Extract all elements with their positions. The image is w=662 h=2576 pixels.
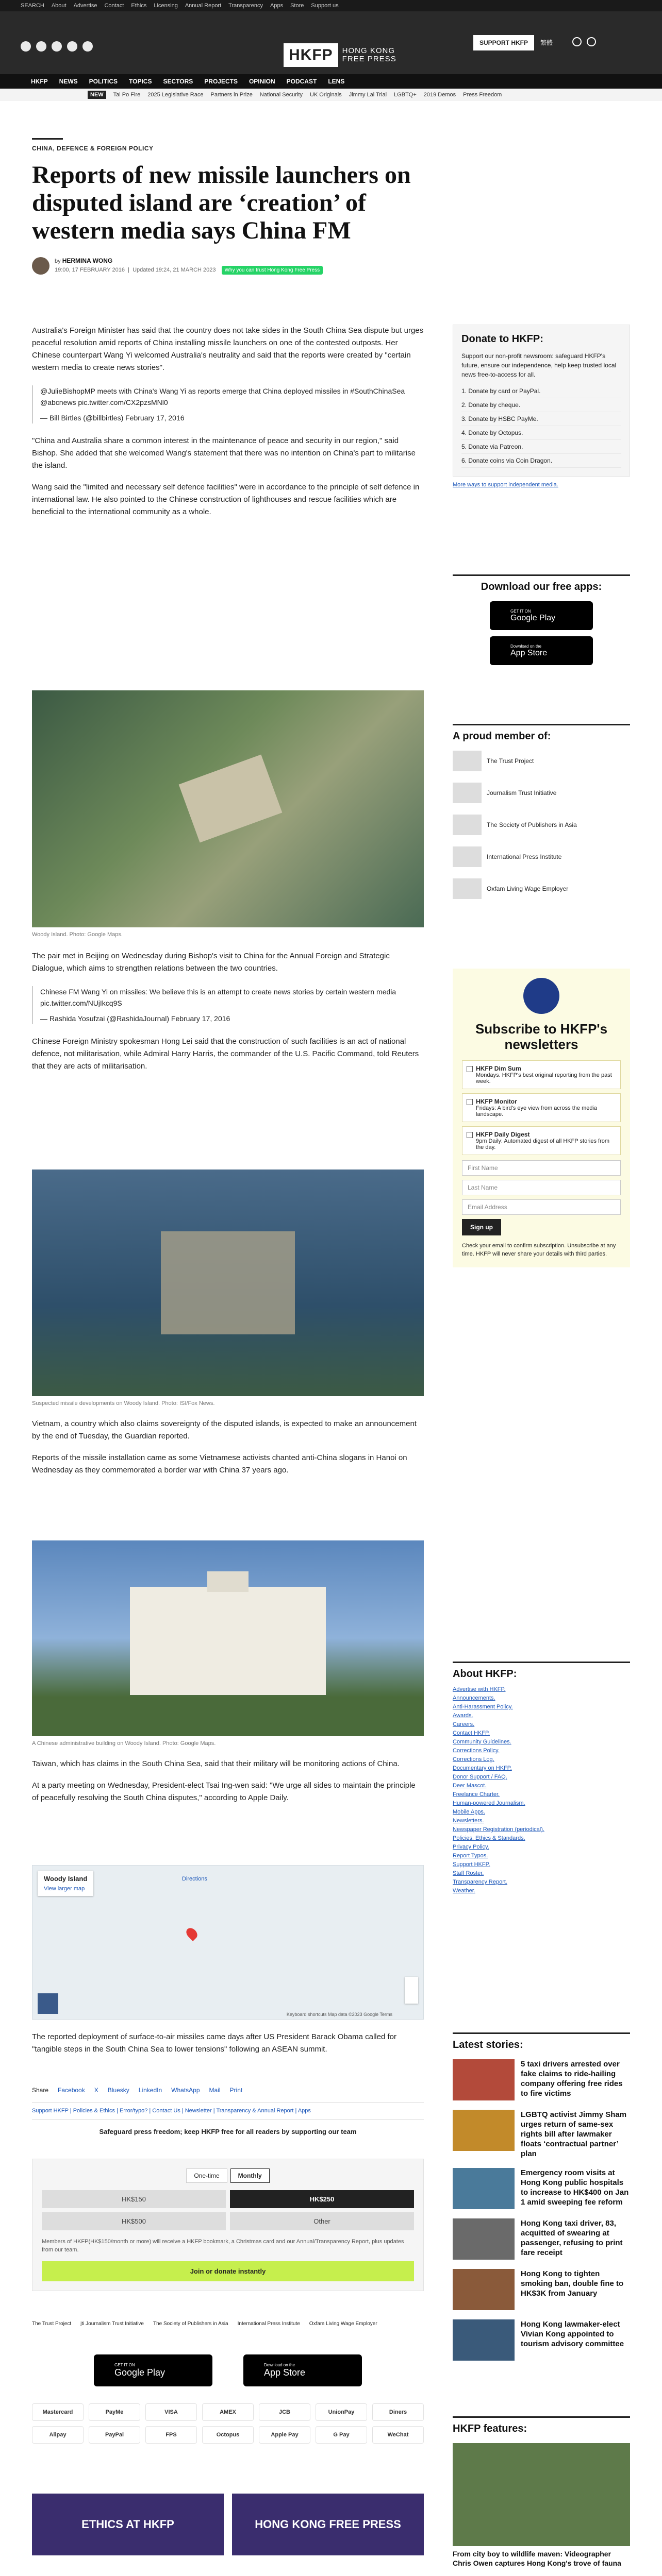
paragraph: Taiwan, which has claims in the South China Sea, said that their military will be monitoring actions of China. [32, 1759, 400, 1768]
member-label: The Trust Project [487, 757, 534, 765]
social-icons [21, 41, 93, 52]
newsletter-option[interactable] [462, 1093, 621, 1122]
tweet-text: @JulieBishopMP meets with China's Wang Yi as reports emerge that China deployed missiles in #SouthChinaSea @abcnews pic.twitter.com/CX2pzsMNl0 [40, 387, 405, 406]
newsletter-option-title: HKFP Monitor [476, 1098, 517, 1105]
email-field[interactable]: Email Address [462, 1199, 621, 1215]
latest-story[interactable] [453, 2110, 630, 2159]
story-thumbnail[interactable] [453, 2218, 515, 2260]
topbar-link-10[interactable]: Support us [311, 3, 339, 9]
paragraph: Vietnam, a country which also claims sovereignty of the disputed islands, is expected to make an announcement by the end of Tuesday, the Guardian reported. [32, 1419, 417, 1440]
main-nav [0, 74, 662, 89]
story-title[interactable]: 5 taxi drivers arrested over fake claims to ride-hailing company offering free rides to fire victims [521, 2060, 623, 2098]
language-switch[interactable]: 繁體 [540, 39, 553, 46]
apps-title: Download our free apps: [453, 574, 630, 593]
avatar[interactable] [32, 257, 49, 275]
newsletter-option[interactable] [462, 1126, 621, 1155]
topbar-link-3[interactable]: Contact [104, 3, 124, 9]
nav-item-0[interactable]: HKFP [31, 78, 48, 85]
updated-date: Updated 19:24, 21 MARCH 2023 [133, 267, 216, 273]
google-play-label: Google Play [510, 613, 556, 622]
feature-title[interactable]: From city boy to wildlife maven: Videographer Chris Owen captures Hong Kong's trove of fauna [453, 2550, 621, 2567]
site-logo[interactable] [284, 43, 396, 67]
share-7[interactable]: Print [229, 2087, 243, 2094]
site-header [0, 11, 662, 74]
member-logo [453, 815, 482, 835]
topbar-link-8[interactable]: Apps [270, 3, 284, 9]
story-thumbnail[interactable] [453, 2168, 515, 2209]
nav-item-8[interactable]: LENS [328, 78, 345, 85]
payment-logo: UnionPay [316, 2403, 367, 2421]
embedded-map[interactable] [32, 1865, 424, 2020]
story-thumbnail[interactable] [453, 2319, 515, 2361]
trust-badge[interactable]: Why you can trust Hong Kong Free Press [222, 266, 323, 275]
app-store-button[interactable] [490, 636, 593, 665]
divider [32, 2119, 424, 2120]
photo-caption: Suspected missile developments on Woody Island. Photo: ISI/Fox News. [32, 1400, 215, 1406]
newsletter-option-title: HKFP Dim Sum [476, 1065, 521, 1072]
about-link[interactable]: Awards. [453, 1713, 473, 1719]
x-icon[interactable] [36, 41, 46, 52]
badge-ipi[interactable]: International Press Institute [237, 2321, 300, 2327]
paragraph: Australia's Foreign Minister has said that the country does not take sides in the South China Sea dispute but urges peaceful resolution amid reports of China installing missile launchers on one of the contested outposts. Her Chinese counterpart Wang Yi welcomed Australia's neutrality and said that the reports were created by "certain western media to create news stories". [32, 326, 424, 372]
about-link[interactable]: Newsletters. [453, 1818, 484, 1824]
member-label: The Society of Publishers in Asia [487, 821, 577, 828]
latest-story[interactable] [453, 2059, 630, 2100]
trending-item-1[interactable]: 2025 Legislative Race [147, 92, 204, 98]
signup-button[interactable]: Sign up [462, 1219, 501, 1235]
newsletter-option-desc: 9pm Daily: Automated digest of all HKFP stories from the day. [476, 1138, 610, 1150]
badge-oxfam[interactable]: Oxfam Living Wage Employer [309, 2321, 377, 2327]
building-shape [130, 1587, 326, 1695]
nav-item-3[interactable]: TOPICS [129, 78, 152, 85]
support-hkfp-button[interactable]: SUPPORT HKFP [473, 35, 534, 50]
installation-shape [161, 1231, 295, 1334]
map-directions[interactable]: Directions [182, 1876, 207, 1882]
story-thumbnail[interactable] [453, 2059, 515, 2100]
zoom-control[interactable] [405, 1977, 418, 2004]
payment-logo: G Pay [316, 2426, 367, 2444]
missile-photo [32, 1170, 424, 1396]
google-play-small: GET IT ON [114, 2363, 135, 2367]
divider [32, 138, 63, 140]
paragraph: Reports of the missile installation came as some Vietnamese activists chanted anti-China slogans in Hanoi on Wednesday as they commemorated a border war with China 37 years ago. [32, 1453, 407, 1475]
app-store-small: Download on the [264, 2363, 295, 2367]
share-0: Share [32, 2087, 49, 2094]
publish-date: 19:00, 17 FEBRUARY 2016 [55, 267, 125, 273]
member-label: International Press Institute [487, 853, 562, 860]
trending-nav [0, 89, 662, 101]
nav-item-5[interactable]: PROJECTS [204, 78, 238, 85]
about-link[interactable]: Corrections Log. [453, 1756, 494, 1762]
about-title: About HKFP: [453, 1662, 630, 1680]
about-link[interactable]: Careers. [453, 1721, 475, 1727]
payment-logo: VISA [145, 2403, 197, 2421]
google-play-small: GET IT ON [510, 608, 531, 614]
google-play-button[interactable] [490, 601, 593, 630]
first-name-field[interactable]: First Name [462, 1160, 621, 1176]
support-links[interactable]: Support HKFP | Policies & Ethics | Error/typo? | Contact Us | Newsletter | Transparency & Annual Report | Apps [32, 2108, 311, 2114]
story-title[interactable]: Emergency room visits at Hong Kong public hospitals to increase to HK$400 on Jan 1 amid sweeping fee reform [521, 2168, 629, 2207]
join-button[interactable]: Join or donate instantly [42, 2261, 414, 2281]
member-logo [453, 783, 482, 803]
latest-story[interactable] [453, 2168, 630, 2209]
member-logo [453, 878, 482, 899]
about-link[interactable]: Transparency Report. [453, 1879, 507, 1885]
payment-logo: JCB [259, 2403, 310, 2421]
woody-island-photo [32, 690, 424, 927]
member-title: A proud member of: [453, 724, 630, 742]
about-link[interactable]: Community Guidelines. [453, 1739, 511, 1745]
story-title[interactable]: Hong Kong to tighten smoking ban, double fine to HK$3K from January [521, 2269, 624, 2298]
payment-logo: Alipay [32, 2426, 84, 2444]
about-link[interactable]: Mobile Apps. [453, 1809, 485, 1815]
story-title[interactable]: Hong Kong taxi driver, 83, acquitted of swearing at passenger, refusing to print fare receipt [521, 2219, 623, 2257]
latest-title: Latest stories: [453, 2032, 630, 2051]
member-item[interactable] [453, 846, 630, 867]
paragraph: At a party meeting on Wednesday, President-elect Tsai Ing-wen said: "We urge all sides to maintain the principle of peacefully resolving the South China disputes," according to Apple Daily. [32, 1781, 416, 1802]
donate-widget [453, 325, 630, 477]
article-category[interactable]: CHINA, DEFENCE & FOREIGN POLICY [32, 145, 154, 152]
instagram-icon[interactable] [52, 41, 62, 52]
tweet-author: — Bill Birtles (@billbirtles) February 17, 2016 [40, 414, 185, 422]
photo-caption: Woody Island. Photo: Google Maps. [32, 931, 123, 938]
amount-option[interactable]: HK$500 [42, 2212, 226, 2230]
newsletter-option-desc: Fridays: A bird's eye view from across the media landscape. [476, 1105, 598, 1117]
newsletter-title: Subscribe to HKFP's newsletters [475, 1021, 608, 1052]
trending-item-5[interactable]: Jimmy Lai Trial [349, 92, 387, 98]
telegram-icon[interactable] [82, 41, 93, 52]
about-link[interactable]: Documentary on HKFP. [453, 1765, 512, 1771]
last-name-field[interactable]: Last Name [462, 1180, 621, 1195]
payment-logo: AMEX [202, 2403, 254, 2421]
paragraph: "China and Australia share a common interest in the maintenance of peace and security in our region," said Bishop. She added that she welcomed Wang's statement that there was no intention on China's part to militarise the island. [32, 436, 416, 470]
donate-step[interactable]: 6. Donate coins via Coin Dragon. [461, 454, 621, 468]
ethics-banner[interactable]: ETHICS AT HKFP [32, 2494, 224, 2555]
payment-logo: Mastercard [32, 2403, 84, 2421]
trending-item-3[interactable]: National Security [259, 92, 303, 98]
payment-logo: Diners [372, 2403, 424, 2421]
topbar-link-6[interactable]: Annual Report [185, 3, 222, 9]
byline: by HERMINA WONG 19:00, 17 FEBRUARY 2016 | Updated 19:24, 21 MARCH 2023 Why you can trust Hong Kong Free Press [32, 257, 424, 275]
latest-story[interactable] [453, 2269, 630, 2310]
app-store-button[interactable] [243, 2354, 362, 2386]
divider [32, 2102, 424, 2103]
newsletter-option[interactable] [462, 1060, 621, 1089]
topbar-link-7[interactable]: Transparency [228, 3, 263, 9]
top-utility-bar [0, 0, 662, 11]
share-4[interactable]: LinkedIn [138, 2087, 162, 2094]
member-logo [453, 751, 482, 771]
nav-item-2[interactable]: POLITICS [89, 78, 118, 85]
badge-row [32, 2321, 424, 2327]
nav-item-1[interactable]: NEWS [59, 78, 78, 85]
nav-item-7[interactable]: PODCAST [286, 78, 317, 85]
donate-step[interactable]: 4. Donate by Octopus. [461, 426, 621, 440]
donate-step[interactable]: 5. Donate via Patreon. [461, 440, 621, 454]
paragraph: The reported deployment of surface-to-air missiles came days after US President Barack Obama called for "tangible steps in the South China Sea to lower tensions" following an ASEAN summit. [32, 2032, 396, 2054]
share-3[interactable]: Bluesky [107, 2087, 129, 2094]
payment-logo: WeChat [372, 2426, 424, 2444]
trending-item-8[interactable]: Press Freedom [463, 92, 502, 98]
island-shape [179, 755, 283, 843]
nav-item-4[interactable]: SECTORS [163, 78, 193, 85]
map-pin-icon [184, 1926, 200, 1941]
about-link[interactable]: Support HKFP. [453, 1861, 490, 1868]
badge-jti[interactable]: jti Journalism Trust Initiative [80, 2321, 144, 2327]
nav-item-6[interactable]: OPINION [249, 78, 275, 85]
share-1[interactable]: Facebook [58, 2087, 85, 2094]
search-icon[interactable] [572, 37, 582, 46]
paragraph: Chinese Foreign Ministry spokesman Hong Lei said that the construction of such facilities is an act of national defence, not militarisation, while Admiral Harry Harris, the commander of the U.S. Pacific Command, told Reuters that they are acts of militarisation. [32, 1037, 419, 1071]
tweet-author: — Rashida Yosufzai (@RashidaJournal) February 17, 2016 [40, 1014, 230, 1023]
feature-image[interactable] [453, 2443, 630, 2546]
member-item[interactable] [453, 751, 630, 771]
about-link[interactable]: Weather. [453, 1888, 475, 1894]
about-link[interactable]: Report Typos. [453, 1853, 488, 1859]
trending-item-7[interactable]: 2019 Demos [423, 92, 456, 98]
payment-logo: PayPal [89, 2426, 140, 2444]
share-bar [32, 2087, 424, 2094]
badge-sopa[interactable]: The Society of Publishers in Asia [153, 2321, 228, 2327]
safeguard-text: Safeguard press freedom; keep HKFP free for all readers by supporting our team [99, 2128, 357, 2136]
app-store-label: App Store [510, 648, 548, 657]
newsletter-note: Check your email to confirm subscription. Unsubscribe at any time. HKFP will never share your details with third parties. [462, 1243, 616, 1257]
about-link[interactable]: Donor Support / FAQ. [453, 1774, 507, 1780]
latest-story[interactable] [453, 2319, 630, 2361]
newsletter-option-title: HKFP Daily Digest [476, 1131, 530, 1138]
member-logo [453, 846, 482, 867]
topbar-link-5[interactable]: Licensing [154, 3, 178, 9]
about-link[interactable]: Announcements. [453, 1695, 495, 1701]
donate-step[interactable]: 1. Donate by card or PayPal. [461, 384, 621, 398]
trending-item-2[interactable]: Partners in Prize [210, 92, 253, 98]
story-title[interactable]: LGBTQ activist Jimmy Sham urges return of same-sex rights bill after lawmaker floats ‘contractual partner’ plan [521, 2110, 627, 2158]
hkfp-banner[interactable]: HONG KONG FREE PRESS [232, 2494, 424, 2555]
member-item[interactable] [453, 783, 630, 803]
payment-logo: FPS [145, 2426, 197, 2444]
building-photo [32, 1540, 424, 1736]
about-link[interactable]: Contact HKFP. [453, 1730, 490, 1736]
donate-step[interactable]: 3. Donate by HSBC PayMe. [461, 412, 621, 426]
topbar-link-4[interactable]: Ethics [131, 3, 147, 9]
app-store-small: Download on the [510, 643, 542, 649]
member-label: Oxfam Living Wage Employer [487, 885, 569, 892]
member-item[interactable] [453, 878, 630, 899]
more-ways-link[interactable]: More ways to support independent media. [453, 482, 558, 488]
donate-intro: Support our non-profit newsroom: safeguard HKFP's future, ensure our independence, help keep trusted local news free-to-access for all. [461, 352, 617, 378]
about-link[interactable]: Anti-Harassment Policy. [453, 1704, 513, 1710]
tab-monthly[interactable]: Monthly [230, 2168, 270, 2183]
map-footer: Keyboard shortcuts Map data ©2023 Google Terms [286, 2012, 392, 2017]
paragraph: The pair met in Beijing on Wednesday during Bishop's visit to China for the Annual Foreign and Strategic Dialogue, which aims to strengthen relations between the two countries. [32, 952, 390, 973]
about-link[interactable]: Staff Roster. [453, 1870, 484, 1876]
about-link[interactable]: Advertise with HKFP. [453, 1686, 506, 1692]
payment-methods [32, 2403, 424, 2444]
topbar-link-0[interactable]: SEARCH [21, 3, 44, 9]
latest-story[interactable] [453, 2218, 630, 2260]
app-store-label: App Store [264, 2367, 306, 2378]
donation-blurb: Members of HKFP(HK$150/month or more) will receive a HKFP bookmark, a Christmas card and our Annual/Transparency Report, plus updates from our team. [42, 2239, 404, 2253]
story-thumbnail[interactable] [453, 2269, 515, 2310]
map-title: Woody Island [44, 1875, 88, 1883]
member-item[interactable] [453, 815, 630, 835]
payment-logo: Apple Pay [259, 2426, 310, 2444]
topbar-link-9[interactable]: Store [290, 3, 304, 9]
google-play-button[interactable] [94, 2354, 212, 2386]
payment-logo: Octopus [202, 2426, 254, 2444]
trending-item-6[interactable]: LGBTQ+ [394, 92, 417, 98]
facebook-icon[interactable] [21, 41, 31, 52]
photo-caption: A Chinese administrative building on Woody Island. Photo: Google Maps. [32, 1740, 216, 1747]
author-name[interactable]: HERMINA WONG [62, 257, 113, 264]
map-info-card [38, 1871, 93, 1896]
hkfp-round-logo [523, 978, 559, 1014]
story-thumbnail[interactable] [453, 2110, 515, 2151]
feature-item[interactable] [453, 2443, 630, 2568]
amount-option[interactable]: HK$150 [42, 2190, 226, 2208]
tweet-text: Chinese FM Wang Yi on missiles: We believe this is an attempt to create news stories by certain western media pic.twitter.com/NUjIkcq9S [40, 988, 396, 1007]
share-5[interactable]: WhatsApp [171, 2087, 200, 2094]
amount-option[interactable]: HK$250 [230, 2190, 414, 2208]
new-badge: NEW [88, 91, 106, 99]
account-icon[interactable] [587, 37, 596, 46]
youtube-icon[interactable] [67, 41, 77, 52]
newsletter-widget [453, 969, 630, 1267]
newsletter-option-desc: Mondays. HKFP's best original reporting from the past week. [476, 1072, 612, 1084]
about-link[interactable]: Privacy Policy. [453, 1844, 489, 1850]
donate-title: Donate to HKFP: [461, 333, 543, 345]
payment-logo: PayMe [89, 2403, 140, 2421]
about-link[interactable]: Freelance Charter. [453, 1791, 500, 1798]
embedded-tweet[interactable] [32, 986, 424, 1024]
share-2[interactable]: X [94, 2087, 98, 2094]
article-title: Reports of new missile launchers on disputed island are ‘creation’ of western media says China FM [32, 161, 411, 244]
logo-line1: HONG KONG [342, 46, 395, 55]
building-roof [207, 1571, 249, 1592]
trending-item-4[interactable]: UK Originals [309, 92, 342, 98]
amount-option[interactable]: Other [230, 2212, 414, 2230]
about-link[interactable]: Newspaper Registration (periodical). [453, 1826, 544, 1833]
badge-trust[interactable]: The Trust Project [32, 2321, 72, 2327]
tab-one-time[interactable]: One-time [186, 2168, 227, 2183]
donation-box [32, 2159, 424, 2291]
share-6[interactable]: Mail [209, 2087, 221, 2094]
logo-line2: FREE PRESS [342, 55, 396, 63]
article-header [32, 138, 424, 275]
features-title: HKFP features: [453, 2416, 630, 2435]
embedded-tweet[interactable] [32, 385, 424, 423]
topbar-link-1[interactable]: About [51, 3, 67, 9]
paragraph: Wang said the "limited and necessary self defence facilities" were in accordance to the principle of self defence in international law. He also pointed to the Chinese construction of lighthouses and rescue facilities which are beneficial to the international community as a whole. [32, 483, 420, 516]
about-link[interactable]: Policies, Ethics & Standards. [453, 1835, 525, 1841]
about-link[interactable]: Deer Mascot. [453, 1783, 487, 1789]
author-by: by [55, 258, 61, 264]
about-link[interactable]: Corrections Policy. [453, 1748, 500, 1754]
topbar-link-2[interactable]: Advertise [73, 3, 97, 9]
google-play-label: Google Play [114, 2367, 166, 2378]
map-larger-link[interactable]: View larger map [44, 1886, 85, 1892]
trending-item-0[interactable]: Tai Po Fire [113, 92, 141, 98]
about-link[interactable]: Human-powered Journalism. [453, 1800, 525, 1806]
member-label: Journalism Trust Initiative [487, 789, 557, 796]
story-title[interactable]: Hong Kong lawmaker-elect Vivian Kong appointed to tourism advisory committee [521, 2320, 624, 2348]
logo-mark: HKFP [284, 43, 338, 67]
satellite-toggle[interactable] [38, 1993, 58, 2014]
donate-step[interactable]: 2. Donate by cheque. [461, 398, 621, 412]
